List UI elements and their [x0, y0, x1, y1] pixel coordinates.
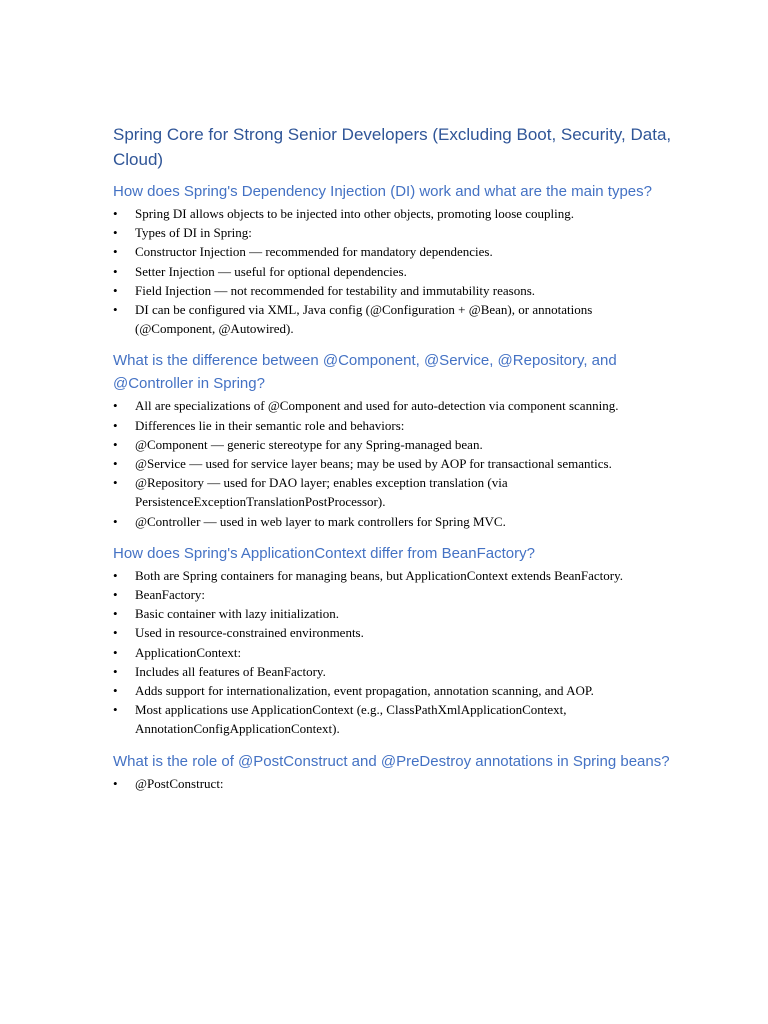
- bullet-icon: •: [113, 244, 118, 260]
- list-item-text: Setter Injection — useful for optional dependencies.: [135, 263, 407, 279]
- list-item-text: Types of DI in Spring:: [135, 225, 252, 241]
- bullet-icon: •: [113, 263, 118, 279]
- bullet-icon: •: [113, 775, 118, 791]
- list-item-text: Field Injection — not recommended for testability and immutability reasons.: [135, 282, 536, 298]
- bullet-icon: •: [113, 567, 118, 583]
- list-item-text: Constructor Injection — recommended for mandatory dependencies.: [135, 244, 493, 260]
- list-item: [113, 242, 673, 261]
- list-item-text: ApplicationContext:: [135, 644, 242, 660]
- bullet-icon: •: [113, 475, 118, 491]
- list-item: [113, 454, 673, 473]
- bullet-icon: •: [113, 702, 118, 718]
- list-item-text: Spring DI allows objects to be injected into other objects, promoting loose coupling.: [135, 206, 575, 221]
- list-item: [113, 435, 673, 454]
- bullet-list: [113, 774, 673, 793]
- bullet-list: [113, 566, 673, 739]
- section-applicationcontext-vs-beanfactory: [113, 542, 673, 739]
- bullet-icon: •: [113, 587, 118, 603]
- list-item-text: @PostConstruct:: [135, 775, 224, 791]
- list-item: [113, 300, 673, 338]
- list-item-text: @Component — generic stereotype for any Spring-managed bean.: [135, 436, 483, 452]
- list-item: [113, 662, 673, 681]
- bullet-list: [113, 396, 673, 530]
- list-item: [113, 604, 673, 623]
- bullet-icon: •: [113, 644, 118, 660]
- list-item-text: Used in resource-constrained environments.: [135, 625, 364, 641]
- list-item: [113, 512, 673, 531]
- list-item: [113, 566, 673, 585]
- list-item: [113, 204, 673, 223]
- bullet-icon: •: [113, 302, 118, 318]
- list-item: [113, 623, 673, 642]
- bullet-icon: •: [113, 436, 118, 452]
- bullet-icon: •: [113, 606, 118, 622]
- list-item: [113, 223, 673, 242]
- bullet-icon: •: [113, 456, 118, 472]
- section-heading: How does Spring's ApplicationContext differ from BeanFactory?: [113, 544, 535, 562]
- bullet-icon: •: [113, 683, 118, 699]
- list-item: [113, 585, 673, 604]
- bullet-icon: •: [113, 417, 118, 433]
- bullet-icon: •: [113, 513, 118, 529]
- document-title: Spring Core for Strong Senior Developers (Excluding Boot, Security, Data, Cloud): [113, 125, 672, 169]
- list-item-text: Differences lie in their semantic role and behaviors:: [135, 417, 405, 433]
- bullet-icon: •: [113, 663, 118, 679]
- list-item: [113, 262, 673, 281]
- list-item: [113, 281, 673, 300]
- list-item: [113, 643, 673, 662]
- list-item-text: BeanFactory:: [135, 587, 206, 603]
- list-item: [113, 774, 673, 793]
- list-item: [113, 473, 673, 511]
- section-heading: What is the difference between @Component, @Service, @Repository, and @Controller in Spring?: [113, 352, 617, 393]
- section-heading: How does Spring's Dependency Injection (DI) work and what are the main types?: [113, 183, 652, 200]
- section-dependency-injection: [113, 180, 673, 338]
- bullet-icon: •: [113, 625, 118, 641]
- list-item-text: All are specializations of @Component and used for auto-detection via component scanning.: [135, 398, 619, 414]
- list-item-text: DI can be configured via XML, Java config (@Configuration + @Bean), or annotations (@Component, @Autowired).: [135, 302, 593, 337]
- bullet-list: [113, 204, 673, 338]
- bullet-icon: •: [113, 206, 118, 221]
- list-item-text: @Service — used for service layer beans; may be used by AOP for transactional semantics.: [135, 456, 612, 472]
- list-item-text: @Controller — used in web layer to mark controllers for Spring MVC.: [135, 513, 506, 529]
- list-item-text: Most applications use ApplicationContext (e.g., ClassPathXmlApplicationContext, AnnotationConfigApplicationContext).: [135, 702, 567, 737]
- list-item: [113, 700, 673, 738]
- list-item-text: Includes all features of BeanFactory.: [135, 663, 326, 679]
- bullet-icon: •: [113, 398, 118, 414]
- list-item-text: Both are Spring containers for managing beans, but ApplicationContext extends BeanFactory.: [135, 567, 623, 583]
- list-item-text: @Repository — used for DAO layer; enables exception translation (via PersistenceExceptionTranslationPostProcessor).: [135, 475, 508, 510]
- bullet-icon: •: [113, 282, 118, 298]
- list-item: [113, 681, 673, 700]
- section-stereotype-annotations: [113, 349, 673, 530]
- list-item-text: Basic container with lazy initialization.: [135, 606, 339, 622]
- list-item-text: Adds support for internationalization, event propagation, annotation scanning, and AOP.: [135, 683, 594, 699]
- section-heading: What is the role of @PostConstruct and @PreDestroy annotations in Spring beans?: [113, 752, 670, 770]
- bullet-icon: •: [113, 225, 118, 241]
- section-lifecycle-annotations: [113, 750, 673, 793]
- list-item: [113, 416, 673, 435]
- list-item: [113, 396, 673, 415]
